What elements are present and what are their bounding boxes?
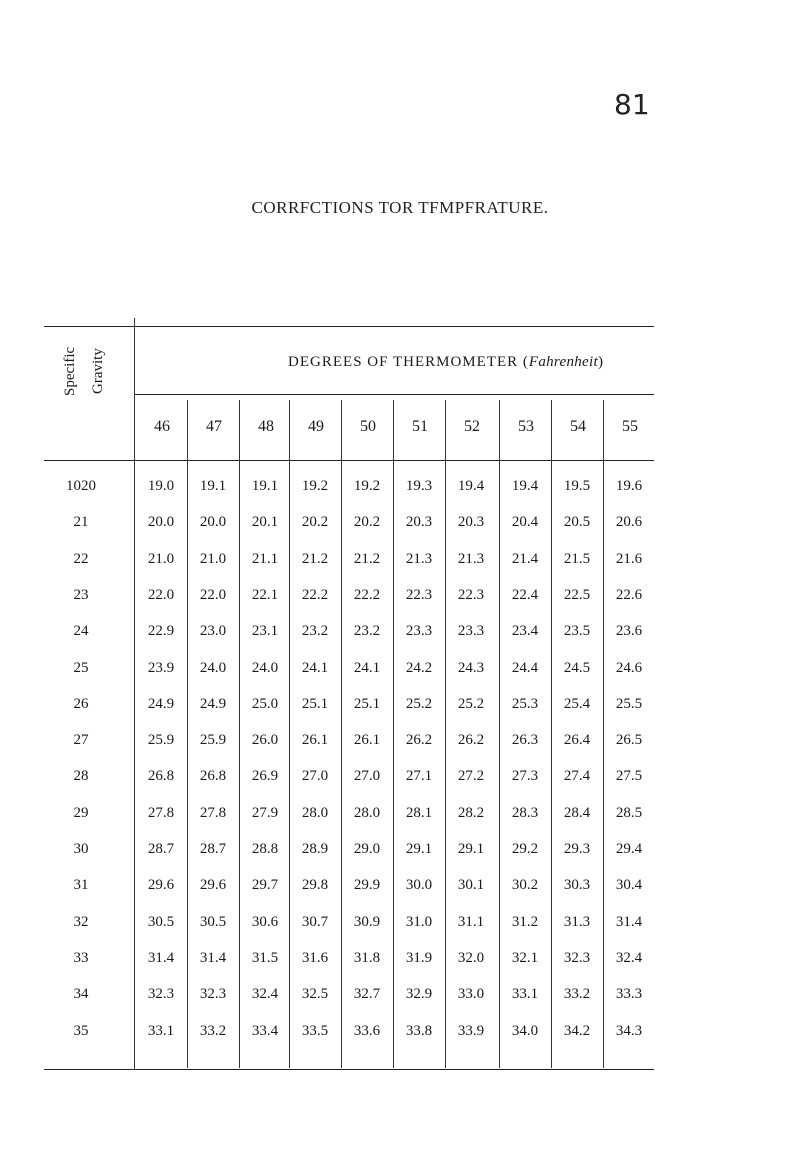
table-cell: 22.2 [301, 586, 329, 603]
table-cell: 26.1 [301, 732, 329, 749]
table-cell: 20.2 [301, 514, 329, 531]
table-cell: 28.0 [353, 804, 381, 821]
table-cell: 23.1 [251, 623, 279, 640]
table-cell: 33.1 [147, 1022, 175, 1039]
table-cell: 33.9 [457, 1022, 485, 1039]
table-cell: 27.5 [615, 768, 643, 785]
gravity-label: 27 [73, 732, 89, 749]
column-head-52: 52 [464, 418, 480, 435]
gravity-heading-line1: Specific [62, 346, 78, 396]
degrees-heading [166, 354, 726, 371]
table-cell: 26.4 [563, 732, 591, 749]
table-cell: 30.6 [251, 913, 279, 930]
table-cell: 32.7 [353, 986, 381, 1003]
table-cell: 26.5 [615, 732, 643, 749]
table-cell: 29.3 [563, 841, 591, 857]
page-number: 81 [614, 88, 650, 121]
table-cell: 19.5 [563, 478, 591, 494]
table-cell: 26.1 [353, 732, 381, 749]
table-cell: 31.6 [301, 949, 329, 966]
table-cell: 29.8 [301, 877, 329, 894]
table-cell: 30.5 [199, 913, 227, 930]
table-cell: 28.0 [301, 804, 329, 821]
table-cell: 21.6 [615, 550, 643, 567]
table-cell: 32.3 [563, 949, 591, 966]
table-cell: 30.4 [615, 877, 643, 894]
table-cell: 23.4 [511, 623, 539, 640]
column-head-48: 48 [258, 418, 274, 435]
table-cell: 25.0 [251, 695, 279, 712]
table-cell: 22.6 [615, 586, 643, 603]
table-cell: 20.2 [353, 514, 381, 531]
table-cell: 27.3 [511, 768, 539, 785]
table-cell: 31.3 [563, 913, 591, 930]
table-cell: 24.0 [251, 659, 279, 676]
table-bottom-rule [44, 1069, 654, 1070]
table-cell: 29.6 [199, 877, 227, 894]
table-cell: 21.3 [457, 550, 485, 567]
degrees-heading-scale: Fahrenheit [528, 354, 598, 370]
gravity-label: 30 [73, 841, 89, 857]
table-cell: 28.9 [301, 841, 329, 857]
specific-gravity-heading [48, 334, 128, 414]
table-cell: 19.0 [147, 478, 175, 494]
table-cell: 31.4 [199, 949, 227, 966]
table-cell: 23.2 [301, 623, 329, 640]
table-cell: 24.5 [563, 659, 591, 676]
degrees-heading-prefix: DEGREES OF THERMOMETER ( [288, 354, 529, 370]
table-cell: 29.6 [147, 877, 175, 894]
table-cell: 28.2 [457, 804, 485, 821]
table-cell: 29.7 [251, 877, 279, 894]
table-cell: 33.0 [457, 986, 485, 1003]
table-cell: 24.6 [615, 659, 643, 676]
table-cell: 25.3 [511, 695, 539, 712]
table-cell: 33.6 [353, 1022, 381, 1039]
table-cell: 21.2 [353, 550, 381, 567]
gravity-label: 34 [73, 986, 89, 1003]
table-cell: 22.0 [147, 586, 175, 603]
table-cell: 24.9 [147, 695, 175, 712]
table-cell: 23.9 [147, 659, 175, 676]
table-cell: 30.0 [405, 877, 433, 894]
table-cell: 25.1 [353, 695, 381, 712]
table-cell: 26.3 [511, 732, 539, 749]
column-head-51: 51 [412, 418, 428, 435]
table-cell: 23.6 [615, 623, 643, 640]
header-divider-rule [134, 394, 654, 395]
table-cell: 21.4 [511, 550, 539, 567]
table-cell: 24.3 [457, 659, 485, 676]
table-cell: 22.5 [563, 586, 591, 603]
table-cell: 28.3 [511, 804, 539, 821]
table-cell: 27.1 [405, 768, 433, 785]
table-cell: 27.8 [147, 804, 175, 821]
table-cell: 29.4 [615, 841, 643, 857]
table-cell: 31.2 [511, 913, 539, 930]
table-cell: 30.9 [353, 913, 381, 930]
table-cell: 19.3 [405, 478, 433, 494]
table-cell: 26.9 [251, 768, 279, 785]
table-cell: 33.4 [251, 1022, 279, 1039]
table-cell: 24.1 [353, 659, 381, 676]
table-cell: 25.9 [199, 732, 227, 749]
table-cell: 20.0 [147, 514, 175, 531]
gravity-label: 29 [73, 804, 89, 821]
gravity-label: 31 [73, 877, 89, 894]
table-cell: 34.3 [615, 1022, 643, 1039]
table-cell: 19.1 [251, 478, 279, 494]
table-cell: 20.3 [405, 514, 433, 531]
table-cell: 33.2 [563, 986, 591, 1003]
column-head-46: 46 [154, 418, 170, 435]
gravity-label: 26 [73, 695, 89, 712]
table-cell: 29.0 [353, 841, 381, 857]
table-cell: 29.1 [457, 841, 485, 857]
table-cell: 28.4 [563, 804, 591, 821]
table-cell: 25.9 [147, 732, 175, 749]
table-cell: 21.0 [199, 550, 227, 567]
table-cell: 28.1 [405, 804, 433, 821]
table-cell: 23.3 [457, 623, 485, 640]
table-cell: 30.5 [147, 913, 175, 930]
column-head-49: 49 [308, 418, 324, 435]
table-cell: 27.0 [353, 768, 381, 785]
table-cell: 32.0 [457, 949, 485, 966]
table-cell: 20.1 [251, 514, 279, 531]
gravity-heading-line2: Gravity [90, 348, 106, 394]
table-cell: 33.2 [199, 1022, 227, 1039]
gravity-label: 21 [73, 514, 89, 531]
column-head-55: 55 [622, 418, 638, 435]
table-cell: 27.9 [251, 804, 279, 821]
table-cell: 19.2 [301, 478, 329, 494]
table-cell: 25.4 [563, 695, 591, 712]
table-cell: 30.3 [563, 877, 591, 894]
table-cell: 20.5 [563, 514, 591, 531]
table-cell: 34.0 [511, 1022, 539, 1039]
table-cell: 20.6 [615, 514, 643, 531]
table-cell: 21.2 [301, 550, 329, 567]
table-cell: 26.8 [199, 768, 227, 785]
table-cell: 19.1 [199, 478, 227, 494]
table-cell: 19.4 [511, 478, 539, 494]
table-cell: 21.5 [563, 550, 591, 567]
gravity-label: 33 [73, 949, 89, 966]
table-cell: 29.9 [353, 877, 381, 894]
table-cell: 24.9 [199, 695, 227, 712]
table-cell: 29.1 [405, 841, 433, 857]
table-cell: 22.4 [511, 586, 539, 603]
table-cell: 32.1 [511, 949, 539, 966]
table-cell: 26.8 [147, 768, 175, 785]
table-cell: 22.1 [251, 586, 279, 603]
table-cell: 22.3 [457, 586, 485, 603]
table-cell: 25.1 [301, 695, 329, 712]
table-cell: 21.1 [251, 550, 279, 567]
table-cell: 20.4 [511, 514, 539, 531]
table-cell: 31.5 [251, 949, 279, 966]
table-cell: 20.0 [199, 514, 227, 531]
table-cell: 33.8 [405, 1022, 433, 1039]
gravity-label: 1020 [66, 478, 96, 494]
table-cell: 25.2 [405, 695, 433, 712]
table-cell: 33.1 [511, 986, 539, 1003]
table-cell: 28.7 [199, 841, 227, 857]
table-cell: 19.4 [457, 478, 485, 494]
table-cell: 23.3 [405, 623, 433, 640]
table-cell: 22.0 [199, 586, 227, 603]
table-cell: 27.2 [457, 768, 485, 785]
table-cell: 25.2 [457, 695, 485, 712]
table-cell: 32.4 [615, 949, 643, 966]
table-cell: 31.8 [353, 949, 381, 966]
table-cell: 29.2 [511, 841, 539, 857]
table-cell: 28.7 [147, 841, 175, 857]
gravity-label: 32 [73, 913, 89, 930]
table-cell: 31.9 [405, 949, 433, 966]
table-cell: 28.5 [615, 804, 643, 821]
gravity-label: 24 [73, 623, 89, 640]
table-cell: 23.0 [199, 623, 227, 640]
column-head-50: 50 [360, 418, 376, 435]
table-cell: 27.0 [301, 768, 329, 785]
table-cell: 25.5 [615, 695, 643, 712]
table-cell: 31.1 [457, 913, 485, 930]
gravity-label: 22 [73, 550, 89, 567]
column-head-47: 47 [206, 418, 222, 435]
table-cell: 20.3 [457, 514, 485, 531]
table-cell: 32.5 [301, 986, 329, 1003]
column-head-bottom-rule [44, 460, 654, 461]
table-cell: 30.7 [301, 913, 329, 930]
gravity-label: 28 [73, 768, 89, 785]
table-cell: 28.8 [251, 841, 279, 857]
table-cell: 27.8 [199, 804, 227, 821]
table-cell: 33.5 [301, 1022, 329, 1039]
table-cell: 24.4 [511, 659, 539, 676]
table-cell: 32.3 [199, 986, 227, 1003]
table-cell: 26.2 [457, 732, 485, 749]
table-cell: 34.2 [563, 1022, 591, 1039]
table-cell: 26.0 [251, 732, 279, 749]
table-cell: 31.4 [615, 913, 643, 930]
table-cell: 24.2 [405, 659, 433, 676]
table-cell: 19.6 [615, 478, 643, 494]
table-cell: 31.4 [147, 949, 175, 966]
table-cell: 30.2 [511, 877, 539, 894]
table-top-rule [44, 326, 654, 327]
table-cell: 31.0 [405, 913, 433, 930]
table-cell: 24.1 [301, 659, 329, 676]
table-cell: 30.1 [457, 877, 485, 894]
table-cell: 23.5 [563, 623, 591, 640]
page-title: CORRFCTIONS TOR TFMPFRATURE. [251, 198, 549, 217]
table-cell: 23.2 [353, 623, 381, 640]
gravity-label: 35 [73, 1022, 89, 1039]
table-cell: 27.4 [563, 768, 591, 785]
table-cell: 32.9 [405, 986, 433, 1003]
table-cell: 26.2 [405, 732, 433, 749]
table-cell: 21.3 [405, 550, 433, 567]
table-cell: 22.9 [147, 623, 175, 640]
table-cell: 32.4 [251, 986, 279, 1003]
table-cell: 21.0 [147, 550, 175, 567]
table-cell: 19.2 [353, 478, 381, 494]
column-head-54: 54 [570, 418, 586, 435]
degrees-heading-suffix: ) [597, 354, 604, 370]
table-cell: 32.3 [147, 986, 175, 1003]
gravity-label: 23 [73, 586, 89, 603]
table-cell: 24.0 [199, 659, 227, 676]
table-cell: 22.3 [405, 586, 433, 603]
gravity-label: 25 [73, 659, 89, 676]
column-head-53: 53 [518, 418, 534, 435]
table-cell: 22.2 [353, 586, 381, 603]
table-cell: 33.3 [615, 986, 643, 1003]
